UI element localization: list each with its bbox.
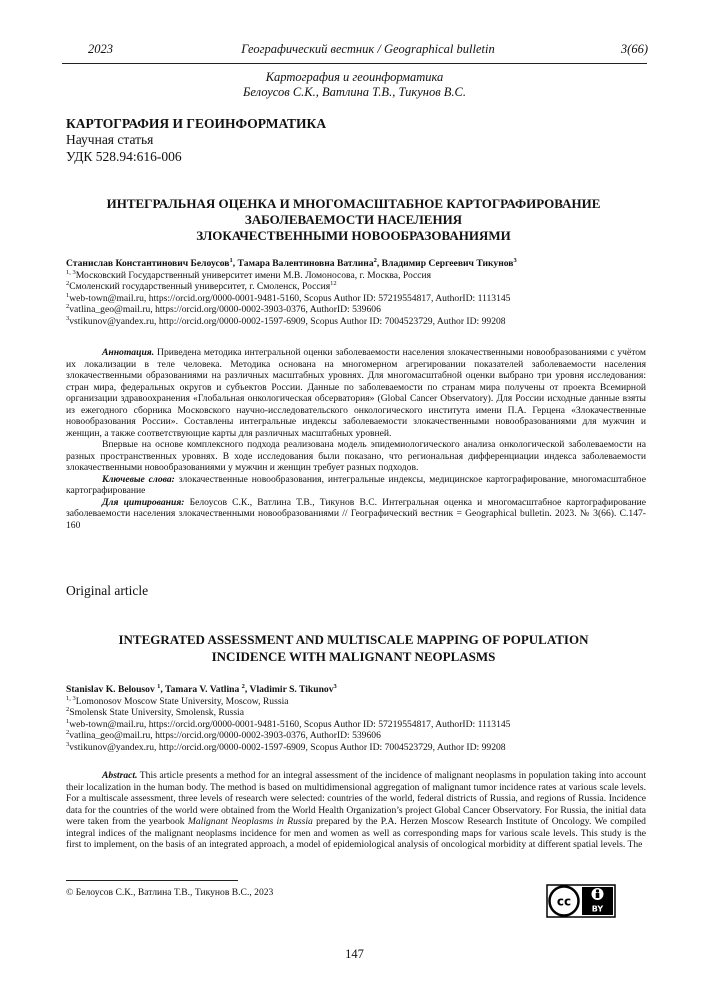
author-name: Tamara V. Vatlina [165,684,242,695]
udc-code: УДК 528.94:616-006 [66,149,182,164]
header-issue: 3(66) [620,42,648,56]
affiliation-line: $^2$vatlina_geo@mail.ru, https://orcid.org/0000-0002-3903-0376, AuthorID: 539606 [66,729,381,742]
abstract-en-label: Abstract. [102,770,138,781]
author-name: Vladimir S. Tikunov [249,684,334,695]
title-en-line: INCIDENCE WITH MALIGNANT NEOPLASMS [211,649,496,664]
section-name: Картография и геоинформатика [265,70,444,84]
header-journal: Географический вестник / Geographical bulletin [241,42,495,56]
title-ru [66,196,641,244]
title-ru-line: ЗАБОЛЕВАЕМОСТИ НАСЕЛЕНИЯ [244,212,463,227]
abstract-ru-p2: Впервые на основе комплексного подхода реализована модель эпидемиологического анализа онкологической заболеваемости на разных пространственных уровнях. В ходе исследования были показано, что региональная дифференциации индекса заболеваемости злокачественными новообразованиями у мужчин и женщин требует разных подходов. [66,439,646,473]
author-name: Станислав Константинович Белоусов [66,258,230,269]
by-mark: BY [591,904,604,914]
author-name: Тамара Валентиновна Ватлина [237,258,374,269]
title-en-line: INTEGRATED ASSESSMENT AND MULTISCALE MAPPING OF POPULATION [118,632,589,647]
running-header [88,42,648,60]
affiliations-ru [66,270,646,327]
affiliation-line: $^2$Smolensk State University, Smolensk, Russia [66,706,244,719]
abstract-ru-p1: Аннотация. Приведена методика интегральной оценки заболеваемости населения злокачественными новообразованиями с учётом их локализации в теле человека. Методика основана на многомерном агрегировании показателей заболеваемости населения злокачественными образованиями на различных масштабных уровнях. Для многомасштабной оценки выбрано три уровня исследования: стран мира, федеральных округов и субъектов России. Данные по заболеваемости по странам мира получены от проекта Всемирной организации здравоохранения «Глобальная онкологическая обсерватория» (Global Cancer Observatory). Для России исходные данные взяты из ежегодного сборника Московского научно-исследовательского онкологического института имени П.А. Герцена «Злокачественные новообразования России». Составлены интегральные индексы заболеваемости злокачественными новообразованиями для мужчин и женщин, а также соответствующие карты для различных масштабных уровней. [66,347,646,439]
title-ru-line: ИНТЕГРАЛЬНАЯ ОЦЕНКА И МНОГОМАСШТАБНОЕ КАРТОГРАФИРОВАНИЕ [106,196,601,211]
affiliation-line: $^{1, 3}$Lomonosov Moscow State University, Moscow, Russia [66,694,289,707]
citation-ru: Для цитирования: Белоусов С.К., Ватлина Т.В., Тикунов В.С. Интегральная оценка и многомасштабное картографирование заболеваемости населения злокачественными новообразованиями // Географический вестник = Geographical bulletin. 2023. № 3(66). С.147-160 [66,496,646,531]
author-sup: 3 [333,682,337,690]
author-sup: 1 [229,256,233,264]
rubric: КАРТОГРАФИЯ И ГЕОИНФОРМАТИКА [66,116,327,131]
abstract-label: Аннотация. [102,347,155,358]
cc-mark: cc [556,894,572,909]
title-ru-line: ЗЛОКАЧЕСТВЕННЫМИ НОВООБРАЗОВАНИЯМИ [196,228,511,243]
author-name: Владимир Сергеевич Тикунов [381,258,514,269]
affiliation-line: $^3$vstikunov@yandex.ru, http://orcid.org/0000-0002-1597-6909, Scopus Author ID: 7004523729, Author ID: 99208 [66,740,506,753]
keywords-label: Ключевые слова: [102,473,175,485]
abstract-en-p1: Abstract. This article presents a method for an integral assessment of the incidence of malignant neoplasms in population taking into account their localization in the human body. The method is based on multidimensional aggregation of malignant tumor incidence rates at various scale levels. For a multiscale assessment, three levels of research were selected: countries of the world, federal districts of Russia, and regions of Russia. Incidence data for the countries of the world were obtained from the World Health Organization’s project Global Cancer Observatory. For Russia, the initial data were taken from the yearbook Malignant Neoplasms in Russia prepared by the P.A. Herzen Moscow Research Institute of Oncology. We compiled integral indices of the malignant neoplasms incidence for men and women as well as corresponding maps for various scale levels. This study is the first to implement, on the basis of an integrated approach, a model of epidemiological analysis of oncological morbidity at different spatial levels. The [66,770,646,850]
affiliation-line: $^3$vstikunov@yandex.ru, http://orcid.org/0000-0002-1597-6909, Scopus Author ID: 7004523729, Author ID: 99208 [66,314,506,327]
header-rule [62,63,647,64]
affiliation-line: $^2$Смоленский государственный университет, г. Смоленск, Россия$^{12}$ [66,280,337,293]
affiliation-line: $^{1, 3}$Московский Государственный университет имени М.В. Ломоносова, г. Москва, Россия [66,268,432,281]
authors-en: Stanislav K. Belousov $^1$, Tamara V. Vatlina $^2$, Vladimir S. Tikunov$^3$ [66,682,337,695]
abstract-ru [66,347,646,531]
affiliation-line: $^1$web-town@mail.ru, https://orcid.org/0000-0001-9481-5160, Scopus Author ID: 57219554817, AuthorID: 1113145 [66,291,511,304]
abstract-en [66,770,646,851]
cc-by-license-icon [546,884,616,918]
section-header [62,70,647,100]
copyright-icon: © [66,887,74,898]
author-sup: 3 [513,256,517,264]
book-title: Malignant Neoplasms in Russia [187,816,313,827]
keywords-ru: Ключевые слова: злокачественные новообразования, интегральные индексы, медицинское картографирование, многомасштабное картографирование [66,473,646,496]
header-year: 2023 [88,42,113,56]
footnote-rule [66,880,238,881]
author-sup: 2 [373,256,377,264]
title-en [66,631,641,665]
affiliation-line: $^1$web-town@mail.ru, https://orcid.org/0000-0001-9481-5160, Scopus Author ID: 57219554817, AuthorID: 1113145 [66,717,511,730]
section-authors: Белоусов С.К., Ватлина Т.В., Тикунов В.С. [243,85,466,99]
article-type-en: Original article [66,583,149,598]
copyright-line [66,887,273,898]
author-sup: 1 [157,682,161,690]
page-number: 147 [345,947,364,961]
copyright-text: Белоусов С.К., Ватлина Т.В., Тикунов В.С., 2023 [75,887,274,898]
author-sup: 2 [241,682,245,690]
authors-ru: Станислав Константинович Белоусов$^1$, Тамара Валентиновна Ватлина$^2$, Владимир Сергеевич Тикунов$^3$ [66,256,517,269]
citation-label: Для цитирования: [102,496,185,508]
article-type-ru: Научная статья [66,132,154,147]
author-name: Stanislav K. Belousov [66,684,158,695]
affiliation-line: $^2$vatlina_geo@mail.ru, https://orcid.org/0000-0002-3903-0376, AuthorID: 539606 [66,303,381,316]
affiliations-en [66,696,646,753]
